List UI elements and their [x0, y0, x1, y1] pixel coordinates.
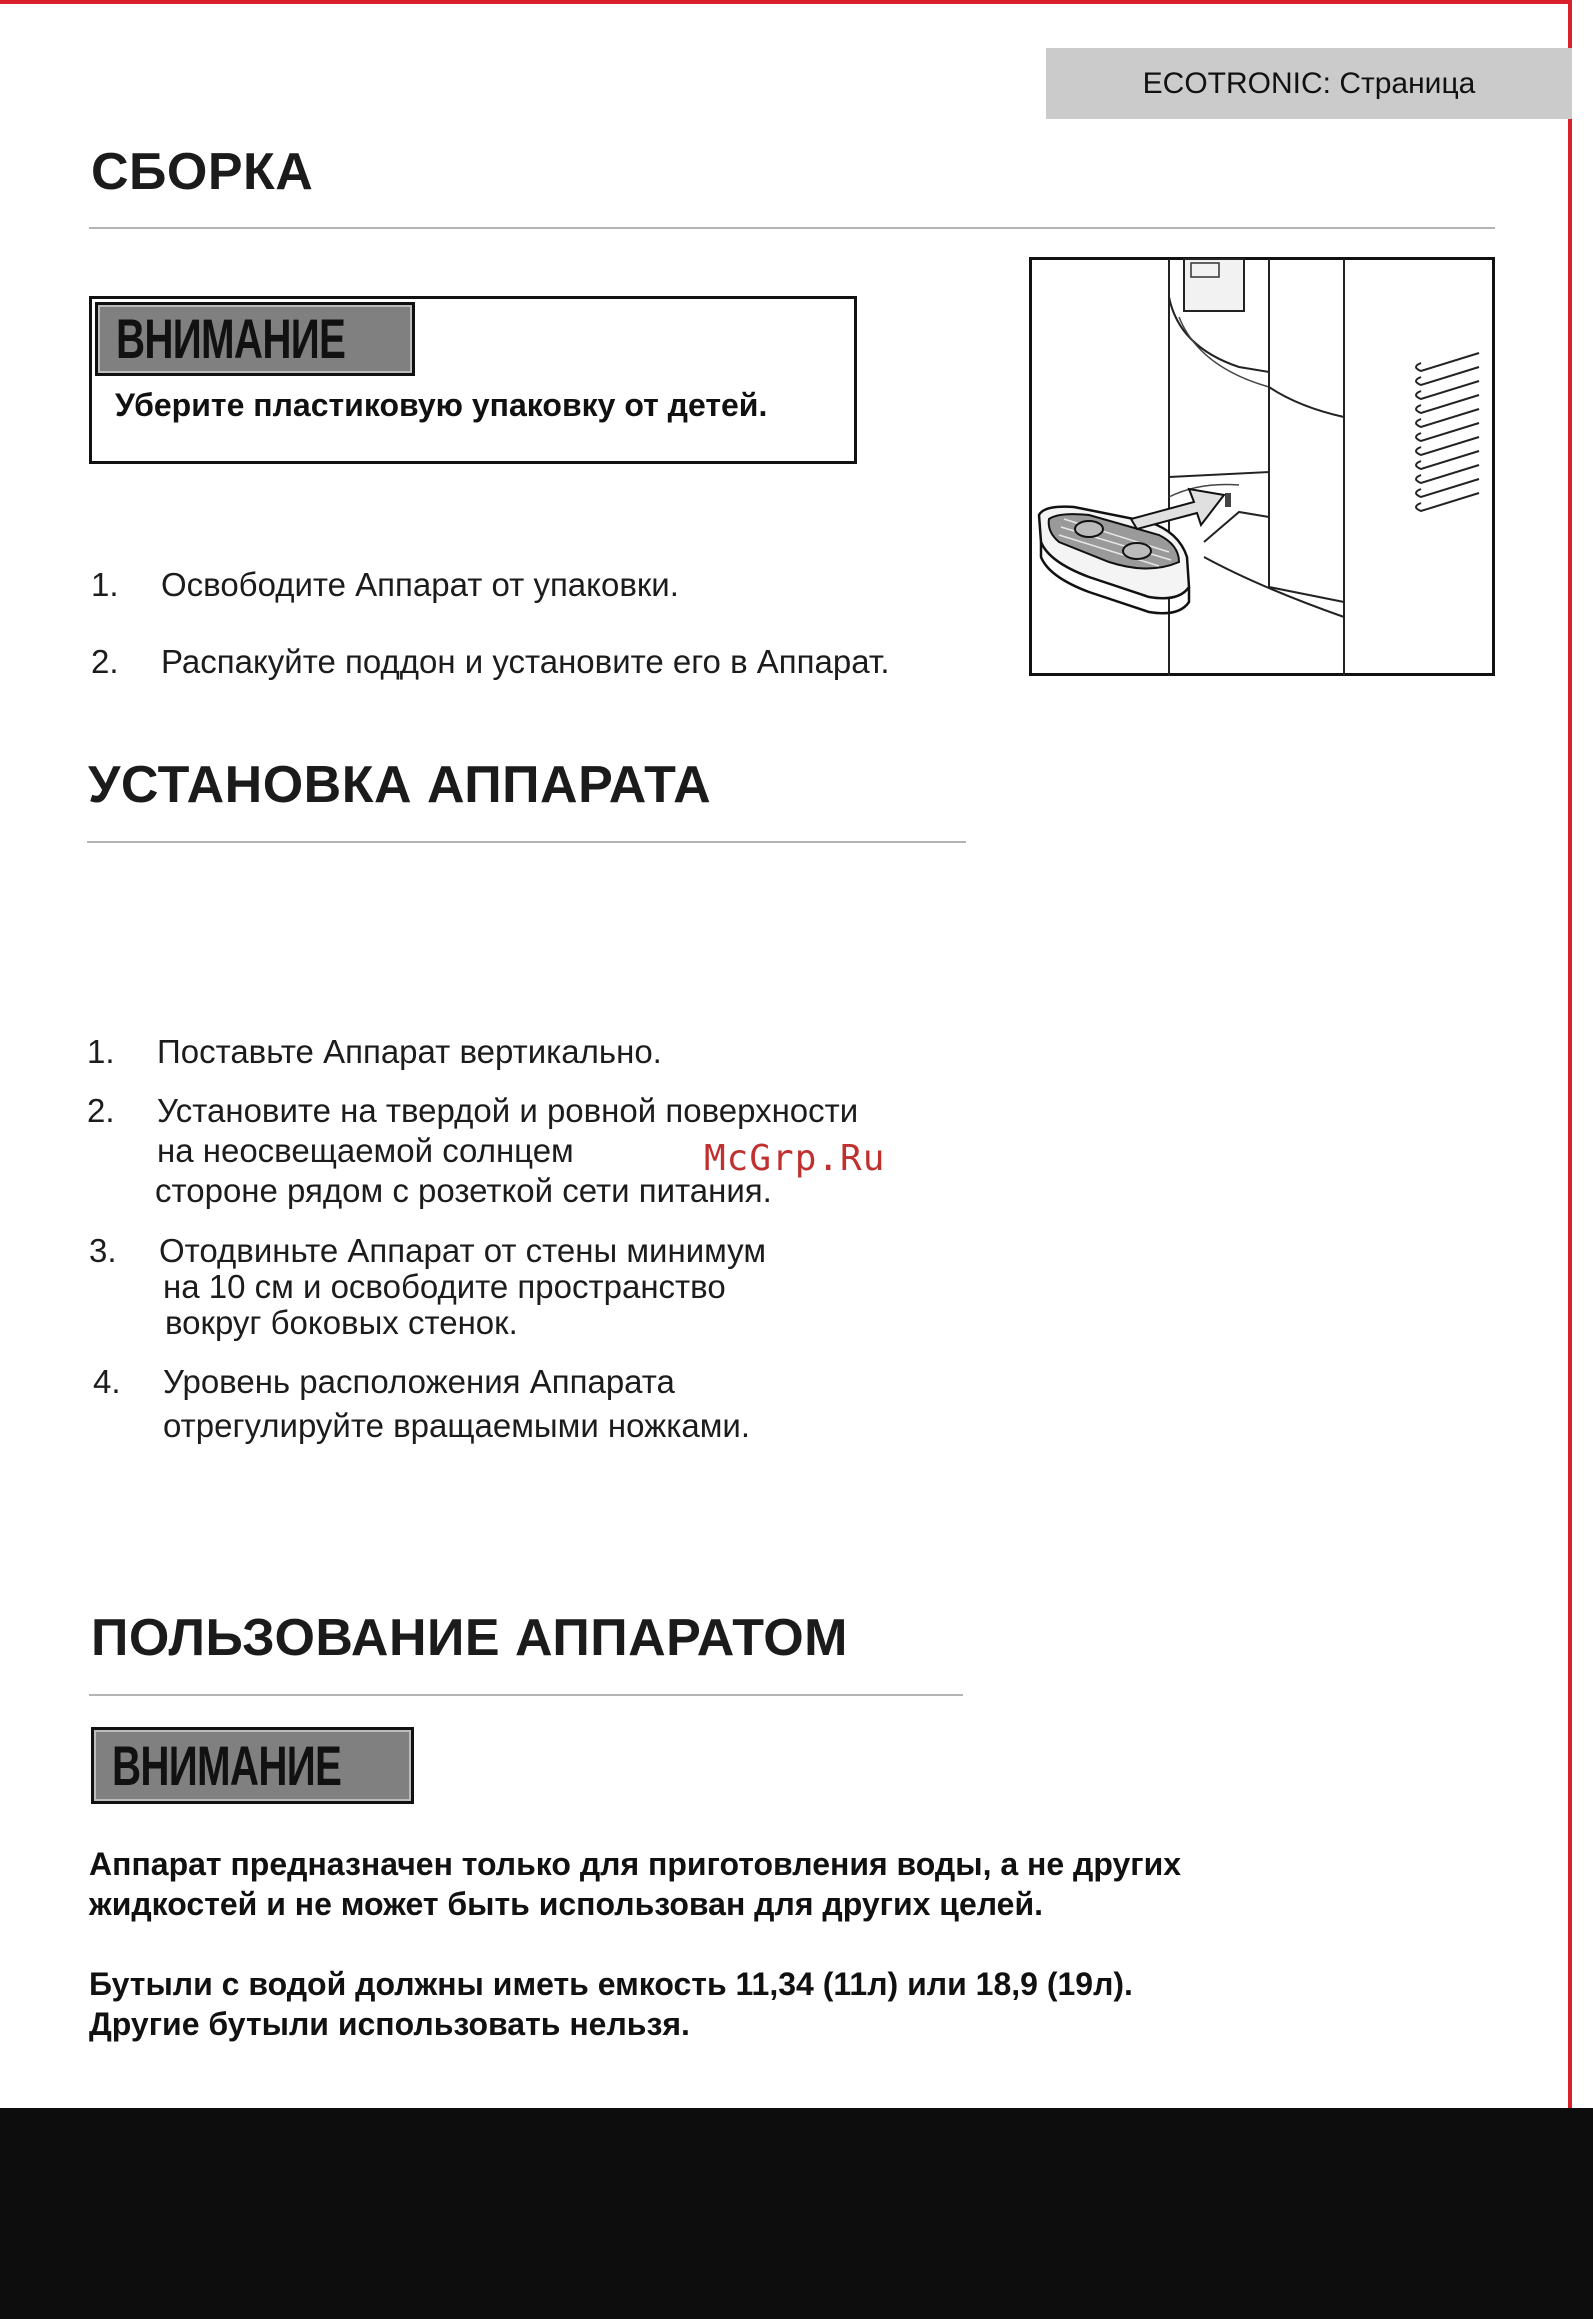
assembly-title: СБОРКА [91, 143, 314, 201]
watermark: McGrp.Ru [704, 1138, 886, 1179]
installation-step-number: 2. [87, 1092, 115, 1129]
installation-step-number: 4. [93, 1363, 121, 1400]
assembly-step-number: 1. [91, 566, 119, 603]
footer-band [0, 2108, 1593, 2319]
usage-title: ПОЛЬЗОВАНИЕ АППАРАТОМ [91, 1609, 848, 1667]
installation-divider [87, 841, 966, 843]
assembly-step-text: Освободите Аппарат от упаковки. [161, 566, 679, 603]
installation-step-number: 1. [87, 1033, 115, 1070]
usage-paragraph-line: Другие бутыли использовать нельзя. [89, 2006, 690, 2042]
installation-step-line: Отодвиньте Аппарат от стены минимум [159, 1232, 767, 1269]
assembly-warning-text: Уберите пластиковую упаковку от детей. [115, 387, 768, 423]
water-cooler-drip-tray-illustration [1029, 257, 1495, 676]
installation-title: УСТАНОВКА АППАРАТА [88, 756, 712, 814]
installation-step-line: на неосвещаемой солнцем [157, 1132, 574, 1169]
installation-step-line: Установите на твердой и ровной поверхности [157, 1092, 859, 1129]
usage-paragraph-line: Бутыли с водой должны иметь емкость 11,34 (11л) или 18,9 (19л). [89, 1966, 1133, 2002]
usage-warning-label: ВНИМАНИЕ [112, 1733, 342, 1797]
header-tab [1046, 48, 1572, 119]
usage-paragraph [89, 1844, 1181, 1924]
header-tab-label: ECOTRONIC: Страница [1142, 66, 1476, 100]
installation-step-line: на 10 см и освободите пространство [163, 1268, 726, 1305]
installation-step-line: вокруг боковых стенок. [165, 1304, 518, 1341]
assembly-step-number: 2. [91, 643, 119, 680]
usage-paragraph-line: жидкостей и не может быть использован для других целей. [89, 1886, 1044, 1922]
usage-divider [89, 1694, 963, 1696]
installation-step-line: Поставьте Аппарат вертикально. [157, 1033, 662, 1070]
installation-step-line: отрегулируйте вращаемыми ножками. [163, 1407, 751, 1444]
installation-step-line: стороне рядом с розеткой сети питания. [155, 1172, 772, 1209]
installation-step-number: 3. [89, 1232, 117, 1269]
usage-warning-badge [91, 1727, 414, 1804]
assembly-warning-box [89, 296, 857, 464]
assembly-step-text: Распакуйте поддон и установите его в Аппарат. [161, 643, 890, 680]
installation-step-line: Уровень расположения Аппарата [163, 1363, 675, 1400]
usage-paragraph-line: Аппарат предназначен только для приготовления воды, а не других [89, 1846, 1182, 1882]
usage-paragraph [89, 1964, 1133, 2044]
assembly-warning-badge [95, 302, 415, 376]
assembly-divider [89, 227, 1495, 229]
assembly-warning-label: ВНИМАНИЕ [116, 307, 346, 370]
